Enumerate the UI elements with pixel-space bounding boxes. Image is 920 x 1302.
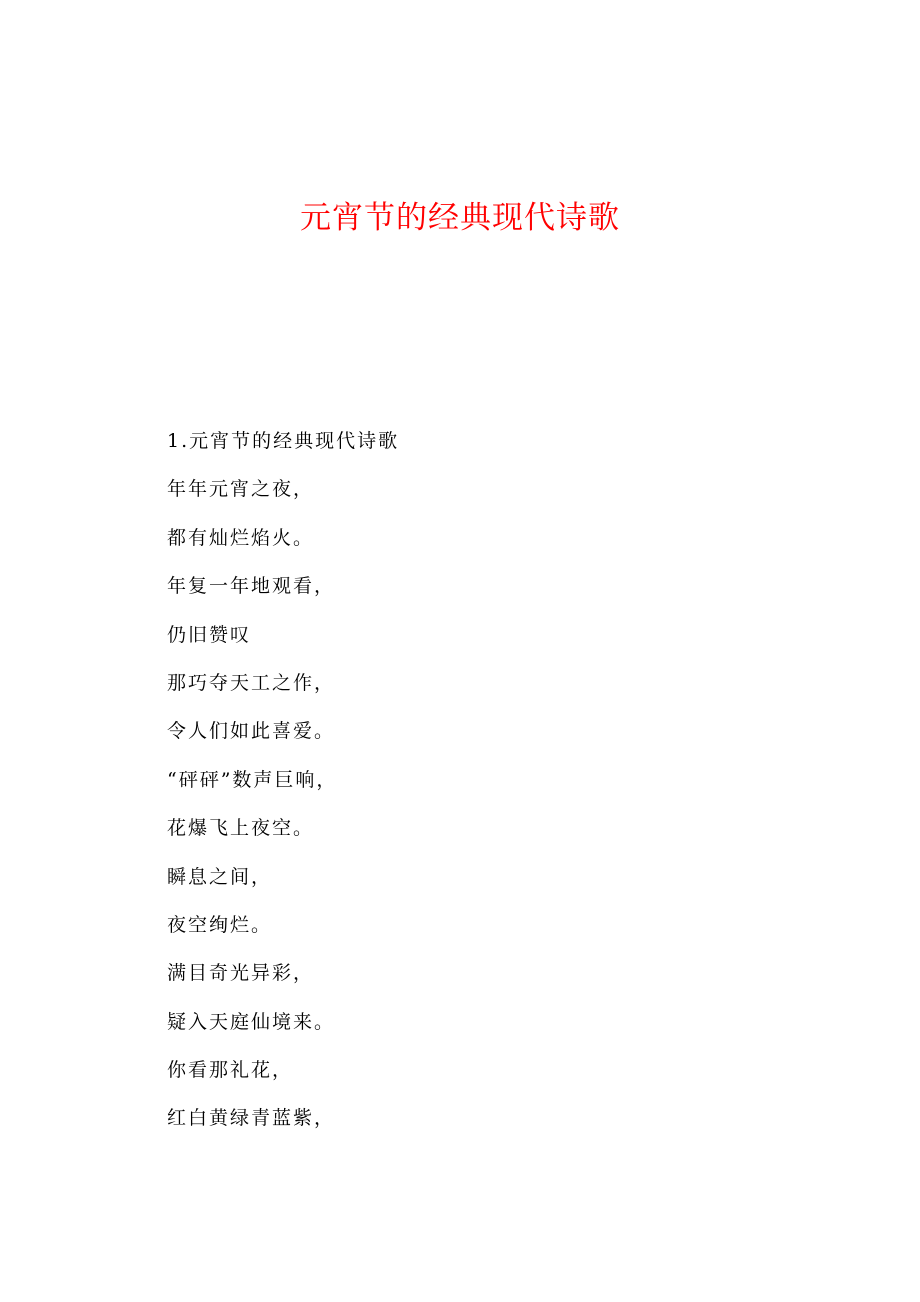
- poem-body: [167, 424, 807, 1150]
- poem-line: 你看那礼花，: [167, 1059, 294, 1082]
- poem-line: 年年元宵之夜，: [167, 478, 315, 501]
- poem-line: 那巧夺天工之作，: [167, 671, 336, 694]
- poem-line: 红白黄绿青蓝紫，: [167, 1107, 336, 1130]
- poem-line: 都有灿烂焰火。: [167, 526, 315, 549]
- poem-line: 瞬息之间，: [167, 865, 273, 888]
- poem-line: 夜空绚烂。: [167, 913, 273, 936]
- poem-line: 疑入天庭仙境来。: [167, 1010, 336, 1033]
- document-title: 元宵节的经典现代诗歌: [300, 200, 620, 236]
- poem-line: 令人们如此喜爱。: [167, 720, 336, 743]
- poem-heading: 1.元宵节的经典现代诗歌: [167, 430, 400, 452]
- poem-line: 花爆飞上夜空。: [167, 817, 315, 840]
- poem-line: “砰砰”数声巨响，: [167, 768, 338, 791]
- poem-line: 仍旧赞叹: [167, 623, 252, 646]
- poem-line: 满目奇光异彩，: [167, 962, 315, 985]
- poem-line: 年复一年地观看，: [167, 575, 336, 598]
